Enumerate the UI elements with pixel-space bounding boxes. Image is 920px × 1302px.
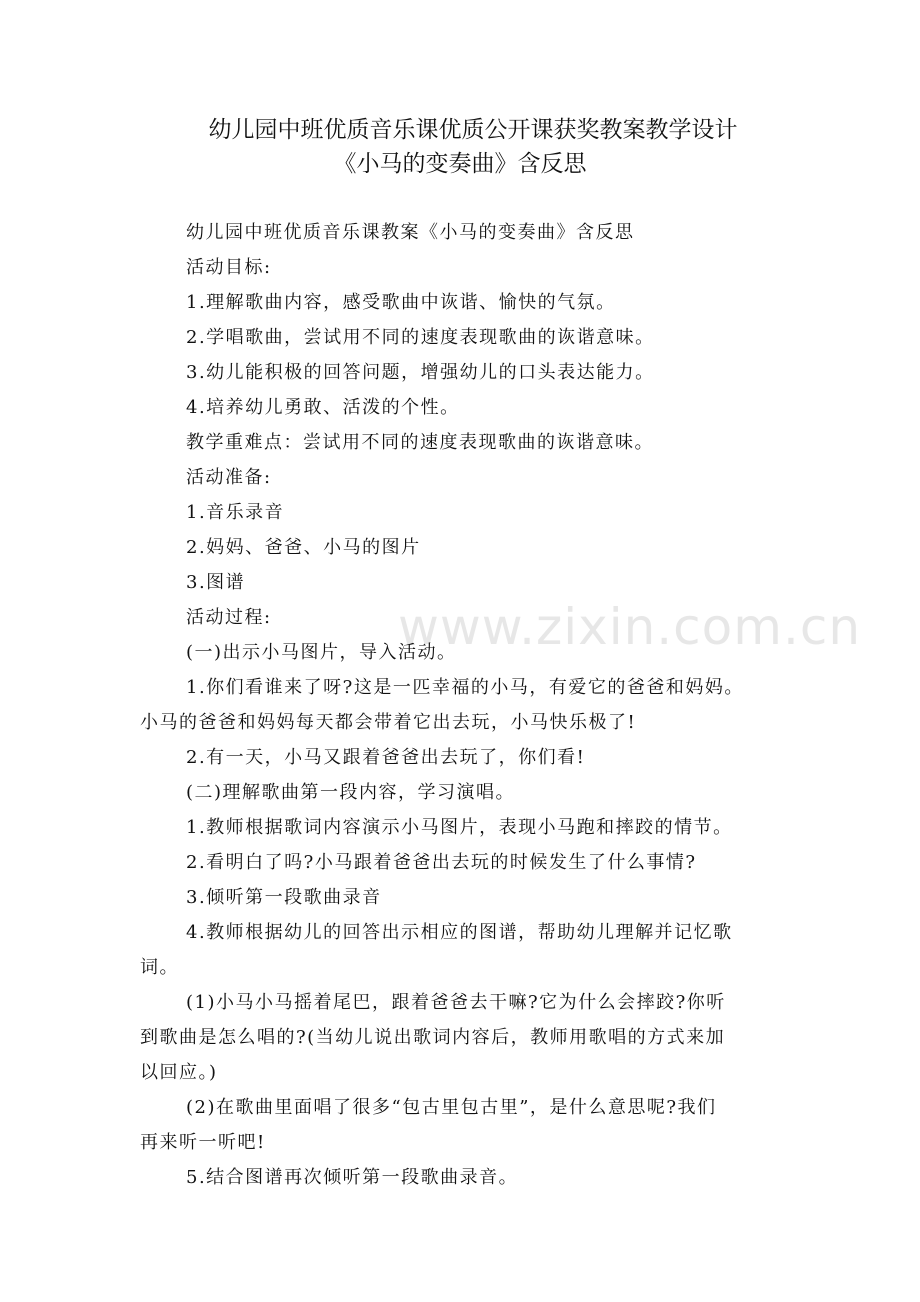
body-line: 1.教师根据歌词内容演示小马图片，表现小马跑和摔跤的情节。 bbox=[186, 817, 733, 838]
body-line: 2.妈妈、爸爸、小马的图片 bbox=[186, 537, 421, 558]
body-line: 活动准备: bbox=[186, 467, 272, 488]
body-line: 3.幼儿能积极的回答问题，增强幼儿的口头表达能力。 bbox=[186, 362, 655, 383]
body-line: (2)在歌曲里面唱了很多“包古里包古里”，是什么意思呢?我们 bbox=[186, 1097, 717, 1118]
document-title-line1: 幼儿园中班优质音乐课优质公开课获奖教案教学设计 bbox=[208, 117, 738, 143]
body-line: 2.学唱歌曲，尝试用不同的速度表现歌曲的诙谐意味。 bbox=[186, 327, 655, 348]
body-line: 以回应。) bbox=[140, 1062, 218, 1083]
watermark: www.zixin.com.cn bbox=[398, 598, 862, 656]
body-line: 再来听一听吧! bbox=[140, 1132, 266, 1153]
body-line: 3.倾听第一段歌曲录音 bbox=[186, 887, 382, 908]
body-line: (二)理解歌曲第一段内容，学习演唱。 bbox=[186, 782, 516, 803]
body-line: 2.看明白了吗?小马跟着爸爸出去玩的时候发生了什么事情? bbox=[186, 852, 697, 873]
body-line: 2.有一天，小马又跟着爸爸出去玩了，你们看! bbox=[186, 747, 586, 768]
body-line: 活动目标: bbox=[186, 257, 272, 278]
body-line: 小马的爸爸和妈妈每天都会带着它出去玩，小马快乐极了! bbox=[140, 712, 637, 733]
body-line: 幼儿园中班优质音乐课教案《小马的变奏曲》含反思 bbox=[186, 222, 635, 243]
body-line: 1.音乐录音 bbox=[186, 502, 285, 523]
body-line: 教学重难点：尝试用不同的速度表现歌曲的诙谐意味。 bbox=[186, 432, 654, 453]
body-line: 活动过程: bbox=[186, 607, 272, 628]
document-title-line2: 《小马的变奏曲》含反思 bbox=[333, 151, 587, 177]
body-line: (1)小马小马摇着尾巴，跟着爸爸去干嘛?它为什么会摔跤?你听 bbox=[186, 992, 726, 1013]
body-line: 词。 bbox=[140, 957, 179, 978]
body-line: (一)出示小马图片，导入活动。 bbox=[186, 642, 457, 663]
body-line: 3.图谱 bbox=[186, 572, 246, 593]
body-line: 4.培养幼儿勇敢、活泼的个性。 bbox=[186, 397, 460, 418]
body-line: 1.理解歌曲内容，感受歌曲中诙谐、愉快的气氛。 bbox=[186, 292, 616, 313]
body-line: 1.你们看谁来了呀?这是一匹幸福的小马，有爱它的爸爸和妈妈。 bbox=[186, 677, 744, 698]
body-line: 到歌曲是怎么唱的?(当幼儿说出歌词内容后，教师用歌唱的方式来加 bbox=[140, 1027, 726, 1048]
body-line: 5.结合图谱再次倾听第一段歌曲录音。 bbox=[186, 1167, 519, 1188]
body-line: 4.教师根据幼儿的回答出示相应的图谱，帮助幼儿理解并记忆歌 bbox=[186, 922, 733, 943]
